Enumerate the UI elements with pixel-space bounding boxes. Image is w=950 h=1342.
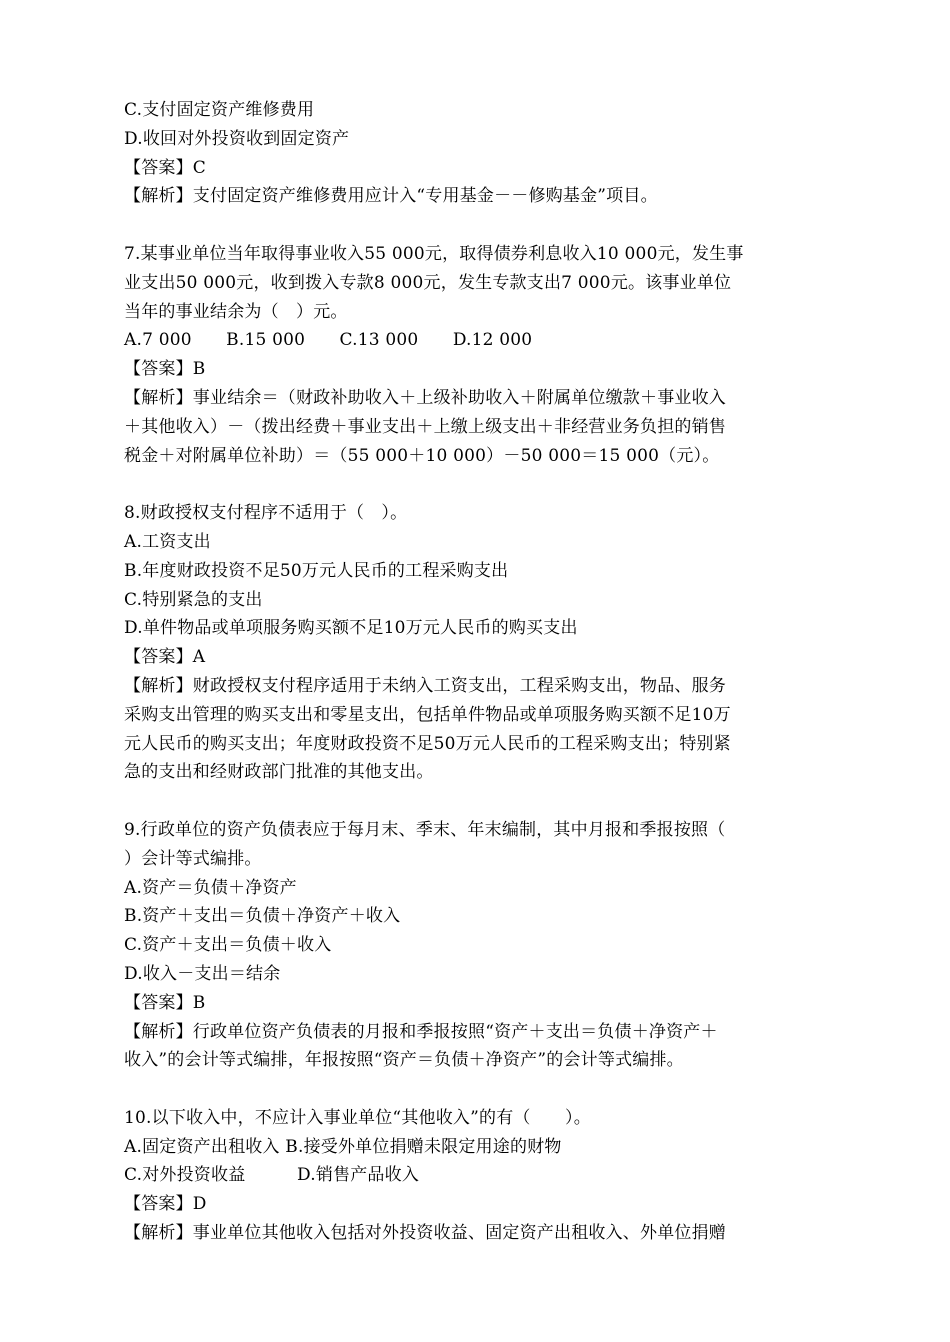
answer-line: 【答案】B xyxy=(124,359,206,380)
explanation-line: 【解析】行政单位资产负债表的月报和季报按照“资产＋支出＝负债＋净资产＋ xyxy=(124,1021,718,1042)
answer-line: 【答案】D xyxy=(124,1194,207,1215)
option-b: B.资产＋支出＝负债＋净资产＋收入 xyxy=(124,906,401,927)
option-a: A.资产＝负债＋净资产 xyxy=(124,877,297,898)
question-text: 业支出50 000元，收到拨入专款8 000元，发生专款支出7 000元。该事业单位 xyxy=(124,272,732,293)
option-c: C.特别紧急的支出 xyxy=(124,589,263,610)
question-8 xyxy=(124,499,824,787)
question-text: 7.某事业单位当年取得事业收入55 000元，取得债券利息收入10 000元，发生事 xyxy=(124,243,744,264)
option-a: A.工资支出 xyxy=(124,531,211,552)
explanation-line: 元人民币的购买支出；年度财政投资不足50万元人民币的工程采购支出；特别紧 xyxy=(124,733,731,754)
option-b: B.年度财政投资不足50万元人民币的工程采购支出 xyxy=(124,560,509,581)
explanation-line: 税金＋对附属单位补助）＝（55 000＋10 000）－50 000＝15 000（元）。 xyxy=(124,445,720,466)
explanation-line: 【解析】事业结余＝（财政补助收入＋上级补助收入＋附属单位缴款＋事业收入 xyxy=(124,387,726,408)
paragraph-gap xyxy=(124,1075,824,1104)
options-line: A.固定资产出租收入 B.接受外单位捐赠未限定用途的财物 xyxy=(124,1136,562,1157)
answer-line: 【答案】A xyxy=(124,647,206,668)
options-line: C.对外投资收益 D.销售产品收入 xyxy=(124,1165,420,1186)
option-d: D.单件物品或单项服务购买额不足10万元人民币的购买支出 xyxy=(124,618,578,639)
paragraph-gap xyxy=(124,787,824,816)
document-page xyxy=(124,96,824,1248)
question-6-tail xyxy=(124,96,824,211)
paragraph-gap xyxy=(124,470,824,499)
explanation-line: 【解析】事业单位其他收入包括对外投资收益、固定资产出租收入、外单位捐赠 xyxy=(124,1223,726,1244)
question-9 xyxy=(124,816,824,1075)
question-text: 10.以下收入中，不应计入事业单位“其他收入”的有（ ）。 xyxy=(124,1107,591,1128)
question-10 xyxy=(124,1104,824,1248)
explanation-line: 【解析】财政授权支付程序适用于未纳入工资支出，工程采购支出，物品、服务 xyxy=(124,675,726,696)
option-c: C.支付固定资产维修费用 xyxy=(124,100,315,120)
paragraph-gap xyxy=(124,211,824,240)
options-line: A.7 000 B.15 000 C.13 000 D.12 000 xyxy=(124,330,533,351)
explanation-line: 急的支出和经财政部门批准的其他支出。 xyxy=(124,762,434,783)
explanation-line: 收入”的会计等式编排，年报按照“资产＝负债＋净资产”的会计等式编排。 xyxy=(124,1050,684,1071)
explanation-line: 【解析】支付固定资产维修费用应计入“专用基金－－修购基金”项目。 xyxy=(124,186,658,207)
answer-line: 【答案】C xyxy=(124,157,207,178)
explanation-line: 采购支出管理的购买支出和零星支出，包括单件物品或单项服务购买额不足10万 xyxy=(124,704,731,725)
question-text: 8.财政授权支付程序不适用于（ ）。 xyxy=(124,503,408,524)
option-d: D.收入－支出＝结余 xyxy=(124,963,281,984)
explanation-line: ＋其他收入）－（拨出经费＋事业支出＋上缴上级支出＋非经营业务负担的销售 xyxy=(124,416,726,437)
question-7 xyxy=(124,240,824,470)
answer-line: 【答案】B xyxy=(124,992,206,1013)
question-text: 当年的事业结余为（ ）元。 xyxy=(124,301,348,322)
option-c: C.资产＋支出＝负债＋收入 xyxy=(124,935,332,956)
option-d: D.收回对外投资收到固定资产 xyxy=(124,128,350,149)
question-text: 9.行政单位的资产负债表应于每月末、季末、年末编制，其中月报和季报按照（ xyxy=(124,819,726,840)
question-text: ）会计等式编排。 xyxy=(124,848,262,869)
